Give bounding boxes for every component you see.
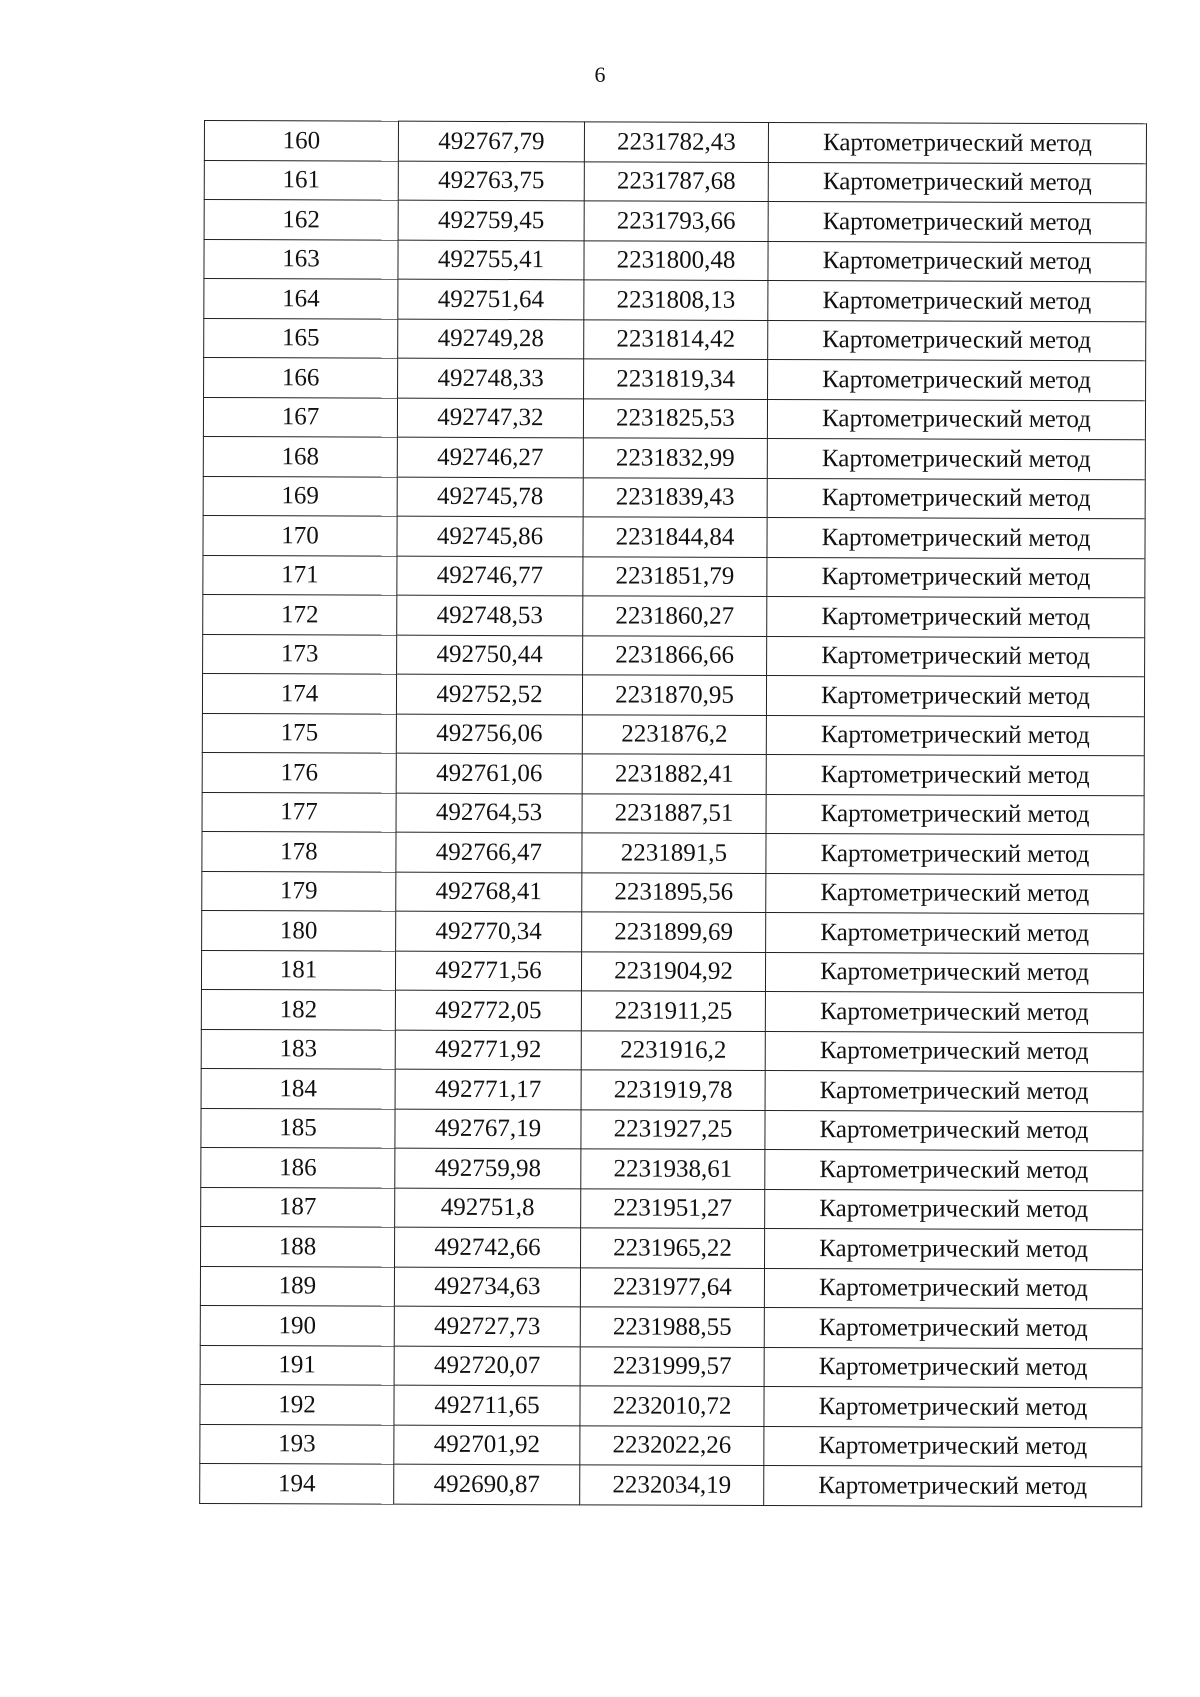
y-coordinate-cell: 2231899,69 xyxy=(582,912,766,952)
table-row xyxy=(202,831,1144,874)
table-row xyxy=(200,1463,1142,1506)
y-coordinate-cell: 2231891,5 xyxy=(582,833,766,873)
method-cell: Картометрический метод xyxy=(766,873,1144,914)
x-coordinate-cell: 492745,78 xyxy=(397,477,583,517)
x-coordinate-cell: 492767,79 xyxy=(398,121,584,161)
point-number-cell: 193 xyxy=(200,1424,394,1464)
coordinates-table xyxy=(199,120,1147,1507)
table-row xyxy=(201,950,1143,993)
point-number-cell: 189 xyxy=(200,1266,394,1306)
x-coordinate-cell: 492746,27 xyxy=(397,437,583,477)
x-coordinate-cell: 492751,8 xyxy=(395,1188,581,1228)
table-row xyxy=(201,1029,1143,1072)
x-coordinate-cell: 492746,77 xyxy=(397,556,583,596)
method-cell: Картометрический метод xyxy=(768,359,1146,400)
x-coordinate-cell: 492690,87 xyxy=(394,1464,580,1504)
method-cell: Картометрический метод xyxy=(765,1189,1143,1230)
table-row xyxy=(200,1424,1142,1467)
table-row xyxy=(201,1108,1143,1151)
y-coordinate-cell: 2231938,61 xyxy=(581,1149,765,1189)
method-cell: Картометрический метод xyxy=(767,399,1145,440)
point-number-cell: 168 xyxy=(203,436,397,476)
y-coordinate-cell: 2231800,48 xyxy=(584,240,768,280)
y-coordinate-cell: 2231808,13 xyxy=(584,280,768,320)
x-coordinate-cell: 492763,75 xyxy=(398,161,584,201)
y-coordinate-cell: 2231999,57 xyxy=(580,1346,764,1386)
x-coordinate-cell: 492750,44 xyxy=(397,635,583,675)
table-row xyxy=(203,515,1145,558)
y-coordinate-cell: 2231782,43 xyxy=(584,122,768,162)
method-cell: Картометрический метод xyxy=(768,162,1146,203)
y-coordinate-cell: 2231882,41 xyxy=(582,754,766,794)
point-number-cell: 188 xyxy=(200,1226,394,1266)
method-cell: Картометрический метод xyxy=(764,1426,1142,1467)
table-row xyxy=(204,200,1146,243)
x-coordinate-cell: 492756,06 xyxy=(396,714,582,754)
point-number-cell: 173 xyxy=(203,634,397,674)
point-number-cell: 179 xyxy=(202,871,396,911)
method-cell: Картометрический метод xyxy=(767,478,1145,519)
method-cell: Картометрический метод xyxy=(768,320,1146,361)
x-coordinate-cell: 492768,41 xyxy=(396,872,582,912)
table-row xyxy=(204,358,1146,401)
x-coordinate-cell: 492752,52 xyxy=(396,674,582,714)
point-number-cell: 170 xyxy=(203,515,397,555)
x-coordinate-cell: 492711,65 xyxy=(394,1385,580,1425)
point-number-cell: 163 xyxy=(204,239,398,279)
method-cell: Картометрический метод xyxy=(768,122,1146,163)
x-coordinate-cell: 492767,19 xyxy=(395,1109,581,1149)
table-row xyxy=(201,989,1143,1032)
method-cell: Картометрический метод xyxy=(767,438,1145,479)
page-number: 6 xyxy=(594,62,606,87)
method-cell: Картометрический метод xyxy=(766,675,1144,716)
y-coordinate-cell: 2231887,51 xyxy=(582,793,766,833)
x-coordinate-cell: 492770,34 xyxy=(396,911,582,951)
x-coordinate-cell: 492771,56 xyxy=(395,951,581,991)
table-row xyxy=(202,752,1144,795)
table-row xyxy=(203,634,1145,677)
point-number-cell: 191 xyxy=(200,1345,394,1385)
x-coordinate-cell: 492772,05 xyxy=(395,990,581,1030)
point-number-cell: 160 xyxy=(204,121,398,161)
x-coordinate-cell: 492761,06 xyxy=(396,753,582,793)
x-coordinate-cell: 492771,92 xyxy=(395,1030,581,1070)
table-row xyxy=(203,555,1145,598)
method-cell: Картометрический метод xyxy=(767,596,1145,637)
method-cell: Картометрический метод xyxy=(765,1070,1143,1111)
method-cell: Картометрический метод xyxy=(766,715,1144,756)
x-coordinate-cell: 492727,73 xyxy=(394,1306,580,1346)
x-coordinate-cell: 492734,63 xyxy=(394,1267,580,1307)
point-number-cell: 192 xyxy=(200,1384,394,1424)
table-row xyxy=(201,1068,1143,1111)
method-cell: Картометрический метод xyxy=(764,1386,1142,1427)
table-row xyxy=(201,1187,1143,1230)
method-cell: Картометрический метод xyxy=(768,241,1146,282)
table-row xyxy=(204,121,1146,164)
y-coordinate-cell: 2232022,26 xyxy=(580,1425,764,1465)
table-row xyxy=(204,239,1146,282)
y-coordinate-cell: 2231793,66 xyxy=(584,201,768,241)
x-coordinate-cell: 492747,32 xyxy=(397,398,583,438)
method-cell: Картометрический метод xyxy=(767,636,1145,677)
coordinates-table-body xyxy=(200,121,1147,1507)
method-cell: Картометрический метод xyxy=(768,201,1146,242)
point-number-cell: 186 xyxy=(201,1147,395,1187)
table-row xyxy=(204,279,1146,322)
y-coordinate-cell: 2231860,27 xyxy=(583,596,767,636)
x-coordinate-cell: 492745,86 xyxy=(397,516,583,556)
x-coordinate-cell: 492759,98 xyxy=(395,1148,581,1188)
table-row xyxy=(203,594,1145,637)
table-row xyxy=(200,1345,1142,1388)
x-coordinate-cell: 492701,92 xyxy=(394,1425,580,1465)
point-number-cell: 194 xyxy=(200,1463,394,1503)
y-coordinate-cell: 2231904,92 xyxy=(581,951,765,991)
method-cell: Картометрический метод xyxy=(764,1268,1142,1309)
y-coordinate-cell: 2232010,72 xyxy=(580,1386,764,1426)
method-cell: Картометрический метод xyxy=(765,991,1143,1032)
y-coordinate-cell: 2231919,78 xyxy=(581,1070,765,1110)
table-row xyxy=(203,397,1145,440)
table-row xyxy=(203,436,1145,479)
y-coordinate-cell: 2231988,55 xyxy=(580,1307,764,1347)
table-row xyxy=(200,1305,1142,1348)
y-coordinate-cell: 2231876,2 xyxy=(582,714,766,754)
y-coordinate-cell: 2231787,68 xyxy=(584,161,768,201)
x-coordinate-cell: 492759,45 xyxy=(398,200,584,240)
point-number-cell: 176 xyxy=(202,752,396,792)
x-coordinate-cell: 492771,17 xyxy=(395,1069,581,1109)
x-coordinate-cell: 492764,53 xyxy=(396,793,582,833)
point-number-cell: 172 xyxy=(203,594,397,634)
table-row xyxy=(202,792,1144,835)
table-row xyxy=(200,1226,1142,1269)
point-number-cell: 184 xyxy=(201,1068,395,1108)
table-row xyxy=(201,1147,1143,1190)
method-cell: Картометрический метод xyxy=(764,1228,1142,1269)
table-row xyxy=(202,713,1144,756)
y-coordinate-cell: 2231870,95 xyxy=(582,675,766,715)
x-coordinate-cell: 492749,28 xyxy=(398,319,584,359)
y-coordinate-cell: 2231951,27 xyxy=(581,1188,765,1228)
point-number-cell: 181 xyxy=(201,950,395,990)
table-row xyxy=(200,1266,1142,1309)
method-cell: Картометрический метод xyxy=(765,952,1143,993)
y-coordinate-cell: 2231844,84 xyxy=(583,517,767,557)
y-coordinate-cell: 2231851,79 xyxy=(583,556,767,596)
point-number-cell: 169 xyxy=(203,476,397,516)
method-cell: Картометрический метод xyxy=(765,1110,1143,1151)
point-number-cell: 177 xyxy=(202,792,396,832)
x-coordinate-cell: 492742,66 xyxy=(394,1227,580,1267)
method-cell: Картометрический метод xyxy=(767,557,1145,598)
x-coordinate-cell: 492755,41 xyxy=(398,240,584,280)
point-number-cell: 161 xyxy=(204,160,398,200)
y-coordinate-cell: 2231911,25 xyxy=(581,991,765,1031)
point-number-cell: 175 xyxy=(202,713,396,753)
method-cell: Картометрический метод xyxy=(765,1149,1143,1190)
method-cell: Картометрический метод xyxy=(766,754,1144,795)
method-cell: Картометрический метод xyxy=(764,1307,1142,1348)
x-coordinate-cell: 492720,07 xyxy=(394,1346,580,1386)
y-coordinate-cell: 2231825,53 xyxy=(583,398,767,438)
y-coordinate-cell: 2231819,34 xyxy=(584,359,768,399)
y-coordinate-cell: 2231895,56 xyxy=(582,872,766,912)
method-cell: Картометрический метод xyxy=(764,1347,1142,1388)
y-coordinate-cell: 2231965,22 xyxy=(580,1228,764,1268)
table-row xyxy=(204,318,1146,361)
table-row xyxy=(200,1384,1142,1427)
method-cell: Картометрический метод xyxy=(765,1031,1143,1072)
x-coordinate-cell: 492748,33 xyxy=(398,358,584,398)
y-coordinate-cell: 2231832,99 xyxy=(583,438,767,478)
point-number-cell: 165 xyxy=(204,318,398,358)
point-number-cell: 185 xyxy=(201,1108,395,1148)
y-coordinate-cell: 2231916,2 xyxy=(581,1030,765,1070)
x-coordinate-cell: 492748,53 xyxy=(397,595,583,635)
table-row xyxy=(203,476,1145,519)
point-number-cell: 187 xyxy=(201,1187,395,1227)
point-number-cell: 178 xyxy=(202,831,396,871)
point-number-cell: 162 xyxy=(204,200,398,240)
point-number-cell: 174 xyxy=(202,673,396,713)
point-number-cell: 190 xyxy=(200,1305,394,1345)
table-row xyxy=(202,871,1144,914)
table-row xyxy=(202,910,1144,953)
method-cell: Картометрический метод xyxy=(766,794,1144,835)
point-number-cell: 171 xyxy=(203,555,397,595)
method-cell: Картометрический метод xyxy=(767,517,1145,558)
method-cell: Картометрический метод xyxy=(766,912,1144,953)
method-cell: Картометрический метод xyxy=(766,833,1144,874)
table-row xyxy=(202,673,1144,716)
point-number-cell: 164 xyxy=(204,279,398,319)
point-number-cell: 166 xyxy=(204,358,398,398)
x-coordinate-cell: 492751,64 xyxy=(398,279,584,319)
y-coordinate-cell: 2231839,43 xyxy=(583,477,767,517)
method-cell: Картометрический метод xyxy=(768,280,1146,321)
point-number-cell: 180 xyxy=(202,910,396,950)
y-coordinate-cell: 2232034,19 xyxy=(580,1465,764,1505)
method-cell: Картометрический метод xyxy=(764,1465,1142,1506)
y-coordinate-cell: 2231977,64 xyxy=(580,1267,764,1307)
point-number-cell: 183 xyxy=(201,1029,395,1069)
y-coordinate-cell: 2231866,66 xyxy=(583,635,767,675)
y-coordinate-cell: 2231927,25 xyxy=(581,1109,765,1149)
table-row xyxy=(204,160,1146,203)
point-number-cell: 167 xyxy=(203,397,397,437)
y-coordinate-cell: 2231814,42 xyxy=(584,319,768,359)
point-number-cell: 182 xyxy=(201,989,395,1029)
x-coordinate-cell: 492766,47 xyxy=(396,832,582,872)
